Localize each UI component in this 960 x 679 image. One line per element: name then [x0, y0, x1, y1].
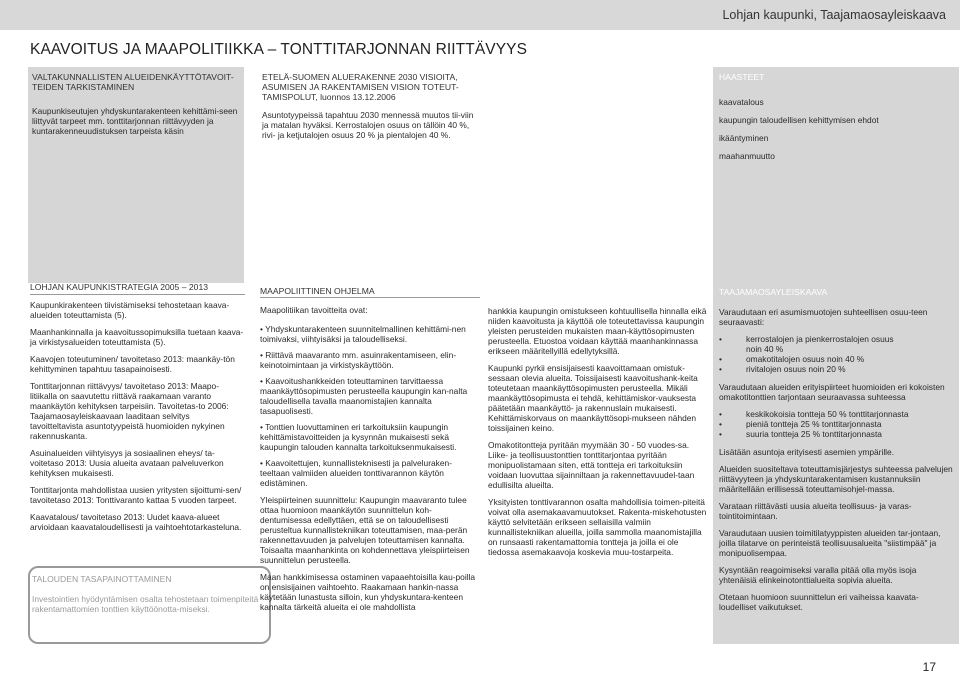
column-kaupunkistrategia: [30, 282, 245, 539]
column-heading: TAAJAMAOSAYLEISKAAVA: [719, 287, 828, 297]
box-heading: ETELÄ-SUOMEN ALUERAKENNE 2030 VISIOITA, ASUMISEN JA RAKENTAMISEN VISION TOTEUT-TAMISPOLUT, luonnos 13.12.2006: [262, 72, 459, 102]
list-item: • Riittävä maavaranto mm. asuinrakentamiseen, elin-keinotoimintaan ja virkistyskäyttöön.: [260, 350, 457, 370]
list-item: • Kaavoitettujen, kunnallisteknisesti ja palveluraken-teeltaan valmiiden alueiden tonttivarannon käytön edistäminen.: [260, 458, 452, 488]
list-item: • Yhdyskuntarakenteen suunnitelmallinen kehittämi-nen toimivaksi, viihtyisäksi ja taloudelliseksi.: [260, 324, 466, 344]
paragraph: Kysyntään reagoimiseksi varalla pitää olla myös isoja yhtenäisiä elinkeinotonttialueita sopivia alueita.: [719, 565, 917, 585]
box-valtakunnalliset: [28, 67, 244, 283]
column-maapoliittinen-ohjelma: [260, 286, 480, 619]
paragraph: Maapolitiikan tavoitteita ovat:: [260, 305, 368, 315]
plot-size-list: [719, 409, 953, 439]
paragraph: Kaavojen toteutuminen/ tavoitetaso 2013: maankäy-tön kehittyminen tapahtuu tasapainoisesti.: [30, 354, 235, 374]
paragraph: Varataan riittävästi uusia alueita teollisuus- ja varas-tointitoimintaan.: [719, 501, 912, 521]
challenge-item: kaupungin taloudellisen kehittymisen ehdot: [719, 115, 879, 125]
list-item: • Tonttien luovuttaminen eri tarkoituksiin kaupungin kehittämistavoitteiden ja kysynnän mukaisesti sekä kaupungin talouden kannalta tarkoituksenmukaisesti.: [260, 422, 457, 452]
paragraph: Kaupunkirakenteen tiivistämiseksi tehostetaan kaava-alueiden toteuttamista (5).: [30, 300, 230, 320]
paragraph: Maanhankinnalla ja kaavoitussopimuksilla tuetaan kaava- ja virkistysalueiden toteuttamista (5).: [30, 327, 244, 347]
paragraph: Varaudutaan alueiden erityispiirteet huomioiden eri kokoisten omakotitonttien tarjontaan seuraavassa suhteessa: [719, 382, 945, 402]
talouden-tasapainottaminen-content: [32, 574, 267, 614]
challenge-item: maahanmuutto: [719, 151, 775, 161]
box-heading: HAASTEET: [719, 72, 765, 82]
paragraph: Varaudutaan uusien toimitilatyyppisten alueiden tar-jontaan, joilla tilatarve on perinteistä teollisuusalueita "siistimpää" ja monipuolisempaa.: [719, 528, 941, 558]
column-maapolitiikka-continued: [488, 306, 710, 564]
paragraph: Kaupunki pyrkii ensisijaisesti kaavoittamaan omistuk-sessaan olevia alueita. Toissijaisesti kaavoitushank-keita toteutetaan maankäyttösopimusten perusteella. Mikäli maankäyttösopimusta ei tehdä, kehittämiskor-vauksesta päätetään maankäyttö- ja rakennuslain mukaisesti. Kehittämiskorvaus on maankäyttösopi-mukseen nähden toissijainen keino.: [488, 363, 698, 433]
divider: [30, 294, 245, 295]
list-item: • suuria tontteja 25 % tonttitarjonnasta: [719, 429, 953, 439]
paragraph: Asuinalueiden viihtyisyys ja sosiaalinen eheys/ ta-voitetaso 2013: Uusia alueita avataan palveluverkon kehityksen mukaisesti.: [30, 448, 224, 478]
goals-list: [260, 324, 480, 488]
box-heading: VALTAKUNNALLISTEN ALUEIDENKÄYTTÖTAVOIT-TEIDEN TARKISTAMINEN: [32, 72, 234, 92]
box-etela-suomen-aluerakenne: [258, 67, 482, 152]
divider: [260, 297, 480, 298]
box-haasteet: [713, 67, 959, 283]
box-text: Kaupunkiseutujen yhdyskuntarakenteen kehittämi-seen liittyvät tarpeet mm. tonttitarjonnan riittävyyden ja kuntarakenneuudistuksen tarpeista käsin: [32, 106, 238, 136]
paragraph: Otetaan huomioon suunnittelun eri vaiheissa kaavata-loudelliset vaikutukset.: [719, 592, 919, 612]
paragraph: Yksityisten tonttivarannon osalta mahdollisia toimen-piteitä voivat olla asemakaavamuutokset. Rakenta-miskehotusten käyttö selvitetään erikseen sellaisilla valmiin kunnallistekniikan alueilla, joilla sammolla maanomistajilla on runsaasti rakentamattomia tontteja ja joilla ei ole tiedossa asemakaavoja koskevia muu-tostarpeita.: [488, 497, 707, 557]
box-text: Asuntotyypeissä tapahtuu 2030 mennessä muutos tii-viin ja matalan hyväksi. Kerrostalojen osuus on tällöin 40 %, rivi- ja ketjutalojen osuus 20 % ja pientalojen 40 %.: [262, 110, 474, 140]
paragraph: Kaavatalous/ tavoitetaso 2013: Uudet kaava-alueet arvioidaan kaavataloudellisesti ja vaihtoehtotarkasteluna.: [30, 512, 242, 532]
paragraph: Tonttitarjonta mahdollistaa uusien yritysten sijoittumi-sen/ tavoitetaso 2013: Tonttivaranto kattaa 5 vuoden tarpeet.: [30, 485, 242, 505]
paragraph: Omakotitontteja pyritään myymään 30 - 50 vuodes-sa. Liike- ja teollisuustonttien tonttitarjontaa pyritään monipuolistamaan siten, että tontteja eri tarkoituksiin voidaan luovuttaa sijainniltaan ja rakennettavuudel-taan edullisilta alueilta.: [488, 440, 695, 490]
challenge-item: ikääntyminen: [719, 133, 769, 143]
paragraph: hankkia kaupungin omistukseen kohtuullisella hinnalla eikä niiden kaavoitusta ja käyttöä ole toteutettavissa kaupungin yleisten perusteiden mukaisten maan-käyttösopimusten perusteella. Etuostoa voidaan käyttää maanhankinnassa erikseen määritellyillä edellytyksillä.: [488, 306, 707, 356]
box-heading: TALOUDEN TASAPAINOTTAMINEN: [32, 574, 172, 584]
list-item: • rivitalojen osuus noin 20 %: [719, 364, 953, 374]
column-heading: LOHJAN KAUPUNKISTRATEGIA 2005 – 2013: [30, 282, 208, 292]
list-item: • pieniä tontteja 25 % tonttitarjonnasta: [719, 419, 953, 429]
list-item: • kerrostalojen ja pienkerrostalojen osuus noin 40 %: [719, 334, 953, 354]
list-item: • keskikokoisia tontteja 50 % tonttitarjonnasta: [719, 409, 953, 419]
page-title: KAAVOITUS JA MAAPOLITIIKKA – TONTTITARJONNAN RIITTÄVYYS: [30, 41, 528, 58]
page-number: 17: [922, 660, 936, 674]
challenge-item: kaavatalous: [719, 97, 764, 107]
column-taajamaosayleiskaava: [713, 282, 959, 644]
top-bar: [0, 0, 960, 30]
paragraph: Yleispiirteinen suunnittelu: Kaupungin maavaranto tulee ottaa huomioon maankäytön suunnittelun koh-dentumisessa edellyttäen, että se on taloudellisesti perusteltua kunnallistekniikan toteuttamisen, maa-perän rakennettavuuden ja palvelujen toteuttamisen kannalta. Toisaalta maanhankinta on kohdennettava yleispiirteisen suunnittelun perusteella.: [260, 495, 470, 565]
housing-share-list: [719, 334, 953, 374]
document-header-title: Lohjan kaupunki, Taajamaosayleiskaava: [722, 8, 946, 22]
column-heading: MAAPOLIITTINEN OHJELMA: [260, 286, 375, 296]
paragraph: Maan hankkimisessa ostaminen vapaaehtoisilla kau-poilla on ensisijainen vaihtoehto. Raakamaan hankin-nassa käytetään lunastusta silloin, kun yhdyskuntara-kenteen kannalta tärkeitä alueita ei ole mahdollista: [260, 572, 476, 612]
paragraph: Alueiden suositeltava toteuttamisjärjestys suhteessa palvelujen riittävyyteen ja yhdyskuntarakentamisen kustannuksiin määritellään erillisessä toteuttamisohjel-massa.: [719, 464, 953, 494]
paragraph: Varaudutaan eri asumismuotojen suhteellisen osuu-teen seuraavasti:: [719, 307, 928, 327]
box-text: Investointien hyödyntämisen osalta tehostetaan toimenpiteitä rakentamattomien tonttien käyttöönotta-miseksi.: [32, 594, 259, 614]
paragraph: Lisätään asuntoja erityisesti asemien ympärille.: [719, 447, 895, 457]
list-item: • omakotitalojen osuus noin 40 %: [719, 354, 953, 364]
list-item: • Kaavoitushankkeiden toteuttaminen tarvittaessa maankäyttösopimusten perusteella kaupungin kan-nalta taloudellisella tavalla maanomistajien kannalta tasapuolisesti.: [260, 376, 468, 416]
paragraph: Tonttitarjonnan riittävyys/ tavoitetaso 2013: Maapo-litiikalla on saavutettu riittävä raakamaan varanto maankäytön kehityksen tarpeisiin. Tavoitetas-to 2006: Taajamaosayleiskaavaan laaditaan selvitys tavoitteltavista asuntotyypeistä huomioiden nykyinen rakennuskanta.: [30, 381, 229, 441]
